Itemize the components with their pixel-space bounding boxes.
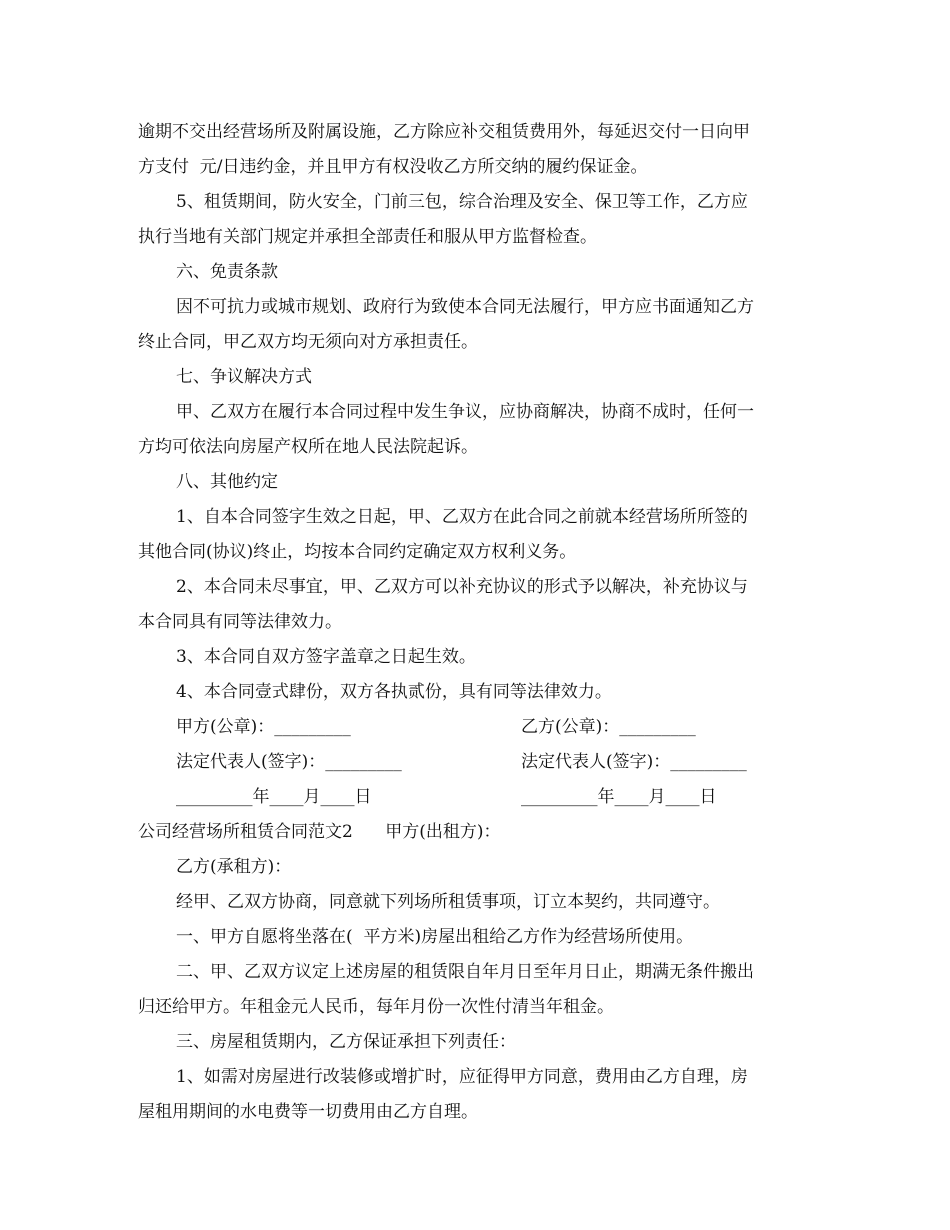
paragraph-line: 其他合同(协议)终止，均按本合同约定确定双方权利义务。 (138, 542, 577, 562)
paragraph-line: 1、自本合同签字生效之日起，甲、乙双方在此合同之前就本经营场所所签的 (176, 507, 748, 527)
section-heading: 六、免责条款 (176, 262, 278, 282)
paragraph-line: 归还给甲方。年租金元人民币，每年月份一次性付清当年租金。 (138, 997, 614, 1017)
paragraph-line: 终止合同，甲乙双方均无须向对方承担责任。 (138, 332, 478, 352)
section-heading: 七、争议解决方式 (176, 367, 312, 387)
paragraph-line: 经甲、乙双方协商，同意就下列场所租赁事项，订立本契约，共同遵守。 (176, 892, 720, 912)
paragraph-line: 甲、乙双方在履行本合同过程中发生争议，应协商解决，协商不成时，任何一 (176, 402, 754, 422)
signature-party-b-date: _________年____月____日 (521, 787, 717, 807)
paragraph-line: 4、本合同壹式肆份，双方各执贰份，具有同等法律效力。 (176, 682, 612, 702)
signature-party-a-date: _________年____月____日 (176, 787, 372, 807)
paragraph-line: 屋租用期间的水电费等一切费用由乙方自理。 (138, 1102, 478, 1122)
paragraph-line: 方支付 元/日违约金，并且甲方有权没收乙方所交纳的履约保证金。 (138, 157, 648, 177)
contract-title-2: 公司经营场所租赁合同范文2 甲方(出租方)： (138, 822, 501, 842)
paragraph-line: 2、本合同未尽事宜，甲、乙双方可以补充协议的形式予以解决，补充协议与 (176, 577, 748, 597)
paragraph-line: 逾期不交出经营场所及附属设施，乙方除应补交租赁费用外，每延迟交付一日向甲 (138, 122, 750, 142)
section-heading: 八、其他约定 (176, 472, 278, 492)
paragraph-line: 一、甲方自愿将坐落在( 平方米)房屋出租给乙方作为经营场所使用。 (176, 927, 694, 947)
signature-party-a-seal: 甲方(公章)：_________ (176, 717, 351, 737)
party-b-line: 乙方(承租方)： (176, 857, 292, 877)
paragraph-line: 因不可抗力或城市规划、政府行为致使本合同无法履行，甲方应书面通知乙方 (176, 297, 754, 317)
paragraph-line: 二、甲、乙双方议定上述房屋的租赁限自年月日至年月日止，期满无条件搬出 (176, 962, 754, 982)
paragraph-line: 3、本合同自双方签字盖章之日起生效。 (176, 647, 476, 667)
signature-party-a-rep: 法定代表人(签字)：_________ (176, 752, 402, 772)
paragraph-line: 执行当地有关部门规定并承担全部责任和服从甲方监督检查。 (138, 227, 597, 247)
signature-party-b-seal: 乙方(公章)：_________ (521, 717, 696, 737)
paragraph-line: 1、如需对房屋进行改装修或增扩时，应征得甲方同意，费用由乙方自理，房 (176, 1067, 748, 1087)
paragraph-line: 本合同具有同等法律效力。 (138, 612, 342, 632)
paragraph-line: 5、租赁期间，防火安全，门前三包，综合治理及安全、保卫等工作，乙方应 (176, 192, 748, 212)
paragraph-line: 方均可依法向房屋产权所在地人民法院起诉。 (138, 437, 478, 457)
signature-party-b-rep: 法定代表人(签字)：_________ (521, 752, 747, 772)
paragraph-line: 三、房屋租赁期内，乙方保证承担下列责任： (176, 1032, 516, 1052)
